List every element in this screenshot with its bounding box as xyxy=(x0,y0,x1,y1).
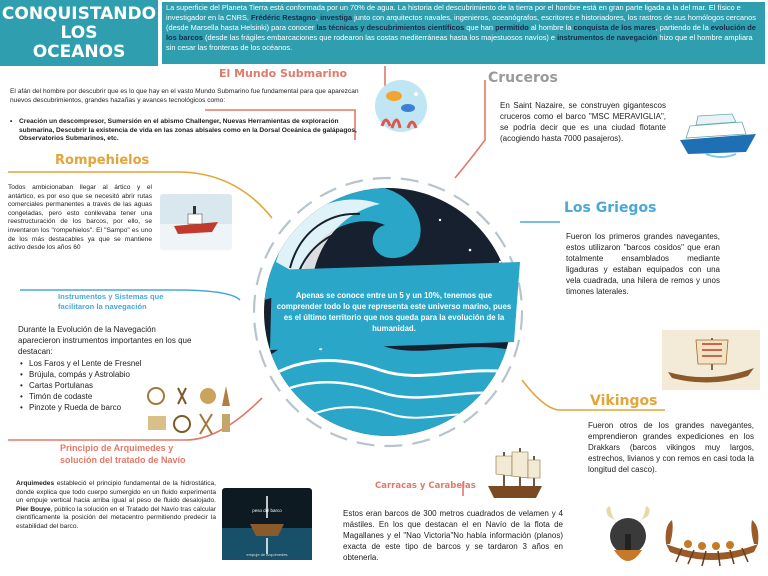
list-item: • Los Faros y el Lente de Fresnel xyxy=(20,358,198,369)
title-line-3: OCEANOS xyxy=(32,42,126,62)
heading-instrumentos xyxy=(58,292,164,311)
archimedes-diagram xyxy=(222,488,312,560)
intro-text: que han xyxy=(464,23,496,32)
arquimedes-text-2: , público la solución en el Tratado del Navío tras calcular científicamente la posición del metacentro permitiendo predecir la estabilidad del barco. xyxy=(16,505,217,530)
intro-text: hizo que el hombre ampliara sin cesar las fronteras de los océanos. xyxy=(166,33,753,52)
intro-highlight: investiga xyxy=(320,13,353,22)
heading-vikingos: Vikingos xyxy=(590,393,658,409)
arquimedes-text-1: estableció el principio fundamental de la hidrostática, donde explica que todo cuerpo sumergido en un fluido experimenta un empuje vertical hacia arriba igual al peso de fluido desalojado. xyxy=(16,480,216,505)
cruise-ship-image xyxy=(676,104,760,164)
greek-ship-image xyxy=(662,330,760,390)
intro-text: , xyxy=(315,13,321,22)
heading-griegos: Los Griegos xyxy=(564,200,657,216)
vikingos-text: Fueron otros de los grandes navegantes, emprendieron grandes expediciones en los Drakkars (barcos vikingos muy largos, estrechos, livianos y con remos en casi toda la longitud del casco). xyxy=(588,421,754,474)
list-item: • Creación un descompresor, Sumersión en el abismo Challenger, Nuevas Herramientas de exploración submarina, Descubrir la existencia de vida en las zonas abisales como en la Dorsal Oceánica de galápagos, Observatorios Submarinos, etc. xyxy=(10,118,364,144)
arquimedes-text xyxy=(16,480,216,532)
fish-illustration xyxy=(370,78,432,134)
intro-text: , partiendo de la xyxy=(655,23,711,32)
diagram-caption: peso del barco xyxy=(252,508,282,513)
list-item: • Timón de codaste xyxy=(20,391,198,402)
intro-highlight: permitido xyxy=(495,23,529,32)
intro-highlight: instrumentos de navegación xyxy=(557,33,658,42)
list-item: • Brújula, compás y Astrolabio xyxy=(20,369,198,380)
heading-instrumentos-line-2: facilitaron la navegación xyxy=(58,301,147,311)
heading-carabelas: Carracas y Carabelas xyxy=(375,481,476,491)
arquimedes-name: Arquimedes xyxy=(16,480,55,487)
heading-instrumentos-line-1: Instrumentos y Sistemas que xyxy=(58,292,164,301)
intro-text: (desde las frágiles embarcaciones que rodearon las costas mediterráneas hasta los majestuosos navíos) e xyxy=(202,33,558,42)
archimedes-diagram-art xyxy=(222,488,312,560)
caravel-ship-image xyxy=(482,446,548,504)
title-line-2: LOS xyxy=(60,23,98,43)
diagram-caption-2: empuje de Arquímedes xyxy=(246,552,288,557)
intro-text: al hombre la xyxy=(528,23,574,32)
heading-submarino: El Mundo Submarino xyxy=(219,67,348,80)
center-text: Apenas se conoce entre un 5 y un 10%, tenemos que comprender todo lo que representa este universo marino, pues es el último territorio que nos queda para la evolución de la humanidad. xyxy=(276,291,512,333)
submarino-intro: El afán del hombre por descubrir que es lo que hay en el vasto Mundo Submarino fue fundamental para que aparezcan nuevos descubrimientos, grandes hazañas y avances tecnológicos como: xyxy=(10,88,359,104)
heading-arquimedes-line-2: solución del tratado de Navío xyxy=(60,455,186,465)
bouye-name: Pier Bouye xyxy=(16,505,51,513)
heading-arquimedes xyxy=(60,442,186,466)
cruceros-text: En Saint Nazaire, se construyen gigantescos cruceros como el barco "MSC MERAVIGLIA", se podría decir que es una ciudad flotante (acogiendo hasta 7000 pasajeros). xyxy=(500,101,666,143)
instrumentos-intro: Durante la Evolución de la Navegación aparecieron instrumentos importantes en los que destacan: xyxy=(18,325,192,356)
submarino-list xyxy=(10,118,364,144)
heading-rompehielos: Rompehielos xyxy=(55,153,150,168)
intro-highlight: conquista de los mares xyxy=(573,23,656,32)
rompehielos-text: Todos ambicionaban llegar al ártico y el antártico, es por eso que se necesitó abrir rutas comerciales permanentes a través de las aguas congeladas, pero esto conllevaba tener una reestructuración de los barcos, por ello, se inventaron los "rompehielos". El "Sampo" es uno de los más destacables ya que se mantiene activo desde los años 60 xyxy=(8,184,152,252)
heading-arquimedes-line-1: Principio de Arquimedes y xyxy=(60,443,174,453)
drakkar-ship-image xyxy=(662,504,762,568)
carabelas-text: Estos eran barcos de 300 metros cuadrados de velamen y 4 mástiles. En los que destacan el en Navío de la flota de Magallanes y el "Nao Victoria"No había información (planos) exacta de este tipo de barcos y se tardaron 3 años en obtenerla. xyxy=(343,509,563,562)
navigation-instruments-image xyxy=(142,384,236,438)
heading-cruceros: Cruceros xyxy=(488,70,558,86)
griegos-text: Fueron los primeros grandes navegantes, estos utilizaron "barcos cosidos" que eran totalmente ensamblados mediante ligaduras y estaban equipados con una vela cuadrada, una hilera de remos y unos timones laterales. xyxy=(566,232,720,296)
viking-helmet-image xyxy=(600,506,656,570)
list-item: • Pinzote y Rueda de barco xyxy=(20,402,198,413)
intro-highlight: Frédéric Restagno xyxy=(251,13,316,22)
intro-text: La superficie del Planeta Tierra está conformada por un 70% de agua. La historia del descubrimiento de la tierra por el hombre está en gran parte ligada a la del mar. El físico e investigador en la CNRS, xyxy=(166,3,741,22)
title-line-1: CONQUISTANDO xyxy=(1,4,157,24)
intro-highlight: evolución de los barcos xyxy=(166,23,756,42)
list-item: • Cartas Portulanas xyxy=(20,380,198,391)
intro-text: junto con arquitectos navales, ingenieros, oceanógrafos, escritores e historiadores, los rastros de sus homólogos cercanos (desde Marsella hasta Helsinki) para conocer xyxy=(166,13,756,32)
connector-cruceros xyxy=(455,80,485,178)
icebreaker-image xyxy=(160,194,232,250)
intro-highlight: las técnicas y descubrimientos científicos xyxy=(316,23,465,32)
